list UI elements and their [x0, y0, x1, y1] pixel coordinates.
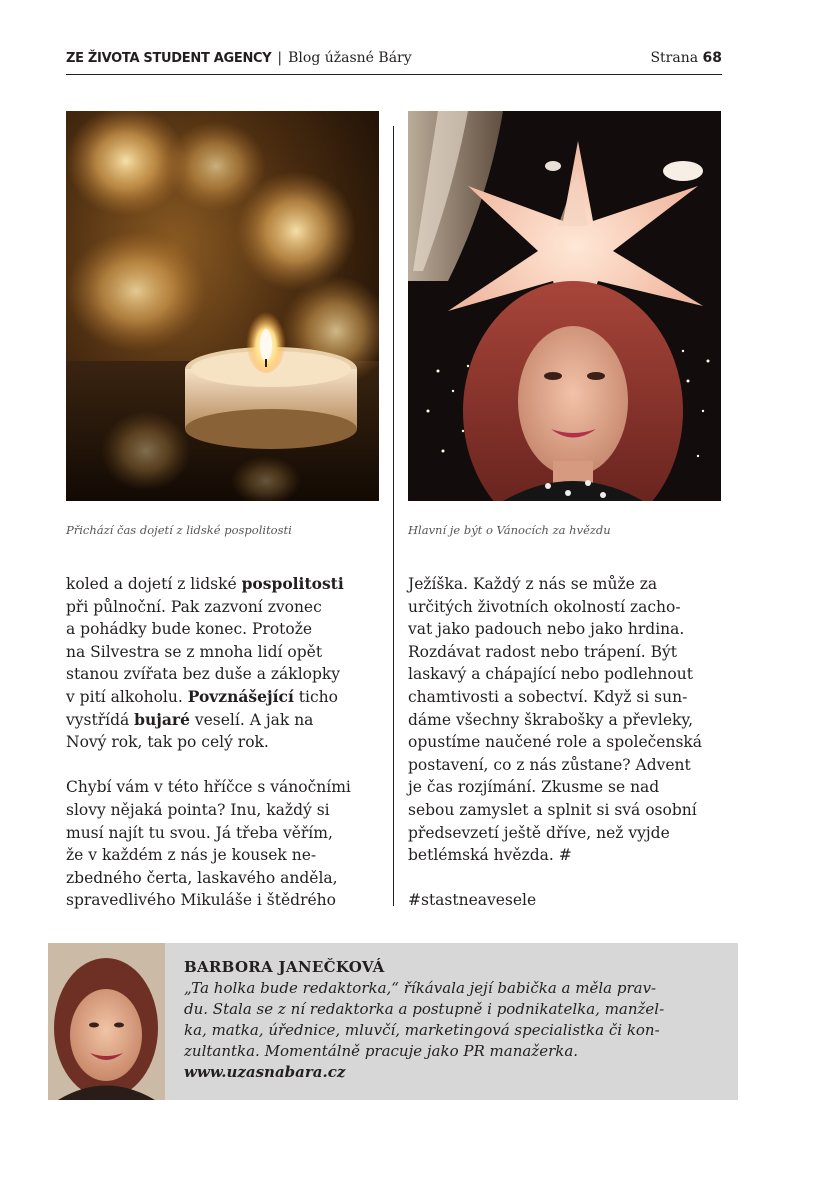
text-run: veselí. A jak na [189, 710, 314, 729]
article-line [66, 641, 384, 664]
article-line [66, 573, 384, 596]
article-line [66, 889, 384, 912]
candles-photo [66, 111, 379, 501]
text-run: je čas rozjímání. Zkusme se nad [408, 778, 660, 797]
article-column-right [408, 573, 726, 912]
text-run: laskavý a chápající nebo podlehnout [408, 665, 693, 684]
bold-word: pospolitosti [241, 574, 344, 593]
article-line [408, 596, 726, 619]
text-run: Nový rok, tak po celý rok. [66, 733, 269, 752]
text-run: Chybí vám v této hříčce s vánočními [66, 778, 351, 797]
article-line [66, 844, 384, 867]
author-bio-text [184, 957, 729, 1083]
paragraph-gap [66, 754, 384, 777]
article-line [66, 686, 384, 709]
text-run: v pití alkoholu. [66, 687, 188, 706]
text-run: opustíme naučené role a společenská [408, 733, 703, 752]
article-column-left [66, 573, 384, 912]
bio-line: „Ta holka bude redaktorka,“ říkávala její babička a měla prav- [184, 979, 657, 997]
text-run: na Silvestra se z mnoha lidí opět [66, 642, 323, 661]
text-run: slovy nějaká pointa? Inu, každý si [66, 800, 330, 819]
text-run: Rozdávat radost nebo trápení. Být [408, 642, 677, 661]
bio-line: zultantka. Momentálně pracuje jako PR manažerka. [184, 1042, 579, 1060]
column-rule [393, 126, 394, 906]
article-line [408, 731, 726, 754]
article-line [66, 709, 384, 732]
text-run: že v každém z nás je kousek ne- [66, 846, 317, 865]
author-description [184, 978, 729, 1062]
page-number: 68 [702, 50, 722, 66]
article-line [408, 686, 726, 709]
author-name: BARBORA JANEČKOVÁ [184, 958, 385, 976]
page-number-block [650, 48, 722, 68]
article-line [408, 573, 726, 596]
article-line [66, 776, 384, 799]
article-line [66, 799, 384, 822]
article-line [408, 844, 726, 867]
photo-caption-right: Hlavní je být o Vánocích za hvězdu [408, 523, 611, 537]
text-run: ticho [293, 687, 338, 706]
blog-title: Blog úžasné Báry [288, 50, 412, 66]
bold-word: bujaré [134, 709, 190, 729]
article-line [66, 822, 384, 845]
article-line [66, 596, 384, 619]
text-run: určitých životních okolností zacho- [408, 597, 681, 616]
text-run: chamtivosti a sobectví. Když si sun- [408, 687, 688, 706]
header-separator: | [277, 50, 283, 66]
bold-word: Povznášející [187, 686, 294, 706]
article-line [408, 776, 726, 799]
text-run: koled a dojetí z lidské [66, 575, 242, 593]
article-line [408, 709, 726, 732]
page-label: Strana [650, 50, 699, 66]
article-line [66, 618, 384, 641]
text-run: musí najít tu svou. Já třeba věřím, [66, 823, 333, 842]
article-line [408, 799, 726, 822]
header-rule [66, 74, 722, 75]
article-line [66, 663, 384, 686]
article-line [408, 754, 726, 777]
article-line [66, 867, 384, 890]
text-run: sebou zamyslet a splnit si svá osobní [408, 800, 697, 819]
bio-line: du. Stala se z ní redaktorka a postupně i podnikatelka, manžel- [184, 1000, 665, 1018]
text-run: betlémská hvězda. # [408, 846, 572, 865]
article-line [408, 663, 726, 686]
paragraph-gap [408, 867, 726, 890]
text-run: zbedného čerta, laskavého anděla, [66, 868, 338, 887]
section-title: ZE ŽIVOTA STUDENT AGENCY [66, 51, 272, 66]
author-website-link[interactable]: www.uzasnabara.cz [184, 1063, 346, 1081]
text-run: #stastneavesele [408, 891, 537, 910]
article-line [408, 822, 726, 845]
page-header [66, 48, 722, 68]
text-run: a pohádky bude konec. Protože [66, 620, 313, 639]
article-line [66, 731, 384, 754]
text-run: při půlnoční. Pak zazvoní zvonec [66, 597, 322, 616]
bio-line: ka, matka, úřednice, mluvčí, marketingová specialistka či kon- [184, 1021, 660, 1039]
article-line [408, 889, 726, 912]
star-portrait-photo [408, 111, 721, 501]
text-run: Ježíška. Každý z nás se může za [408, 575, 658, 593]
text-run: dáme všechny škrabošky a převleky, [408, 710, 694, 729]
author-bio-box [48, 943, 738, 1100]
text-run: vat jako padouch nebo jako hrdina. [408, 620, 685, 639]
text-run: vystřídá [66, 710, 135, 729]
author-photo [48, 943, 165, 1100]
text-run: spravedlivého Mikuláše i štědrého [66, 891, 336, 910]
text-run: stanou zvířata bez duše a záklopky [66, 665, 341, 684]
article-line [408, 618, 726, 641]
photo-caption-left: Přichází čas dojetí z lidské pospolitosti [66, 523, 292, 537]
text-run: postavení, co z nás zůstane? Advent [408, 755, 691, 774]
text-run: předsevzetí ještě dříve, než vyjde [408, 823, 670, 842]
article-line [408, 641, 726, 664]
